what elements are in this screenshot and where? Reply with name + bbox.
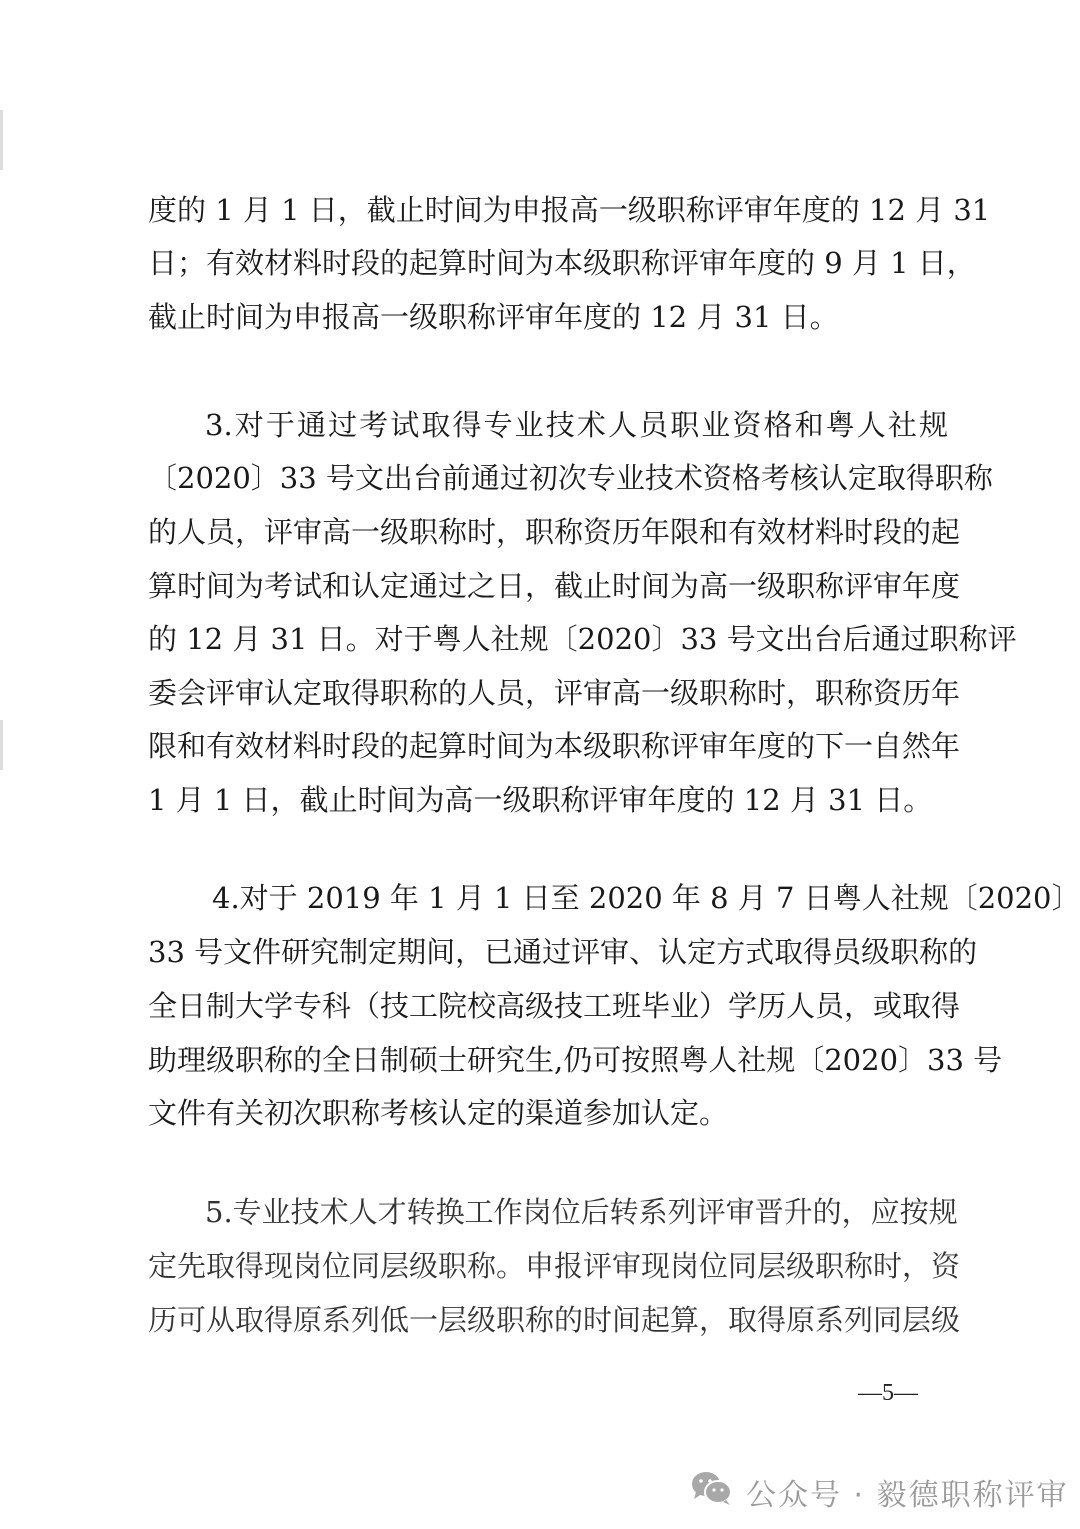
watermark-text: 公众号 · 毅德职称评审: [746, 1478, 1069, 1513]
watermark: [690, 1470, 1069, 1514]
scan-edge-mark: [0, 720, 3, 770]
scan-edge-mark: [0, 110, 3, 170]
text-line: 1 月 1 日，截止时间为高一级职称评审年度的 12 月 31 日。: [148, 783, 933, 817]
text-line: 的人员，评审高一级职称时，职称资历年限和有效材料时段的起: [148, 515, 961, 549]
text-line: 33 号文件研究制定期间，已通过评审、认定方式取得员级职称的: [148, 935, 978, 969]
wechat-icon: [690, 1470, 746, 1514]
text-line: 3.对于通过考试取得专业技术人员职业资格和粤人社规: [205, 408, 948, 442]
text-line: 委会评审认定取得职称的人员，评审高一级职称时，职称资历年: [148, 676, 961, 710]
text-line: 4.对于 2019 年 1 月 1 日至 2020 年 8 月 7 日粤人社规〔2020〕: [212, 881, 1080, 915]
text-line: 全日制大学专科（技工院校高级技工班毕业）学历人员，或取得: [148, 989, 961, 1023]
text-line: 5.专业技术人才转换工作岗位后转系列评审晋升的，应按规: [205, 1195, 958, 1229]
text-line: 截止时间为申报高一级职称评审年度的 12 月 31 日。: [148, 300, 839, 334]
text-line: 定先取得现岗位同层级职称。申报评审现岗位同层级职称时，资: [148, 1249, 961, 1283]
text-line: 文件有关初次职称考核认定的渠道参加认定。: [148, 1096, 729, 1130]
text-line: 助理级职称的全日制硕士研究生,仍可按照粤人社规〔2020〕33 号: [148, 1043, 1003, 1077]
text-line: 的 12 月 31 日。对于粤人社规〔2020〕33 号文出台后通过职称评: [148, 622, 1017, 656]
text-line: 度的 1 月 1 日，截止时间为申报高一级职称评审年度的 12 月 31: [148, 193, 991, 227]
text-line: 日；有效材料时段的起算时间为本级职称评审年度的 9 月 1 日，: [148, 246, 976, 280]
text-line: 历可从取得原系列低一层级职称的时间起算，取得原系列同层级: [148, 1303, 961, 1337]
text-line: 算时间为考试和认定通过之日，截止时间为高一级职称评审年度: [148, 569, 961, 603]
page-number: —5—: [858, 1380, 918, 1406]
text-line: 〔2020〕33 号文出台前通过初次专业技术资格考核认定取得职称: [148, 461, 993, 495]
text-line: 限和有效材料时段的起算时间为本级职称评审年度的下一自然年: [148, 729, 961, 763]
